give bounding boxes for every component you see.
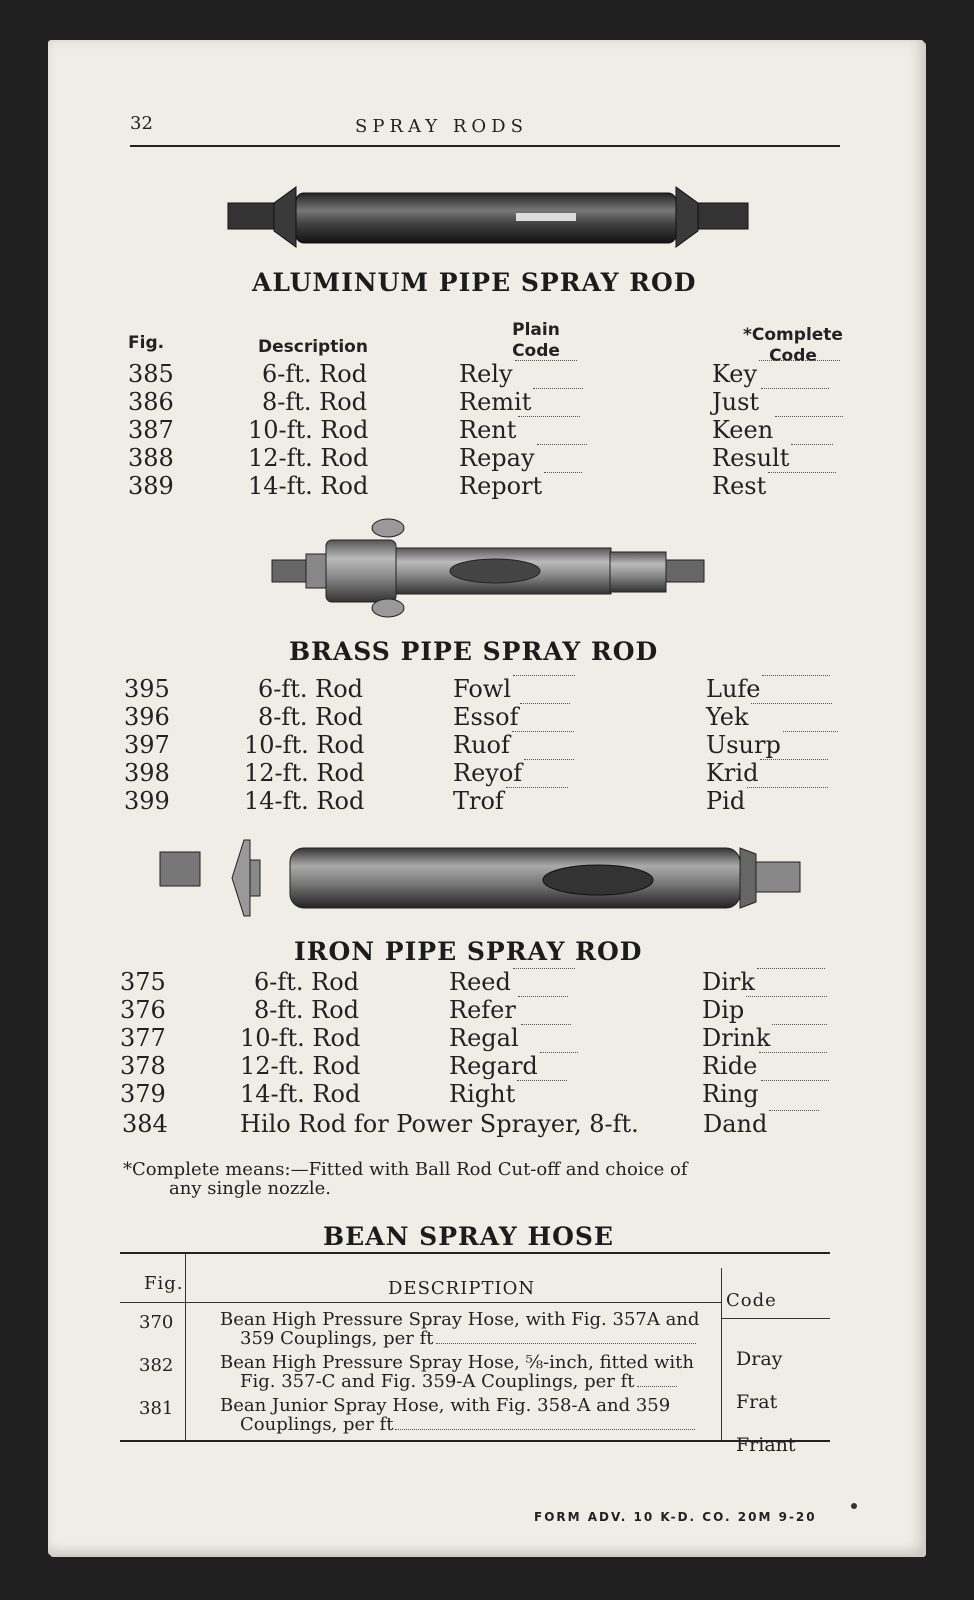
row-fig: 398 bbox=[124, 759, 170, 787]
row-description: 8-ft. Rod bbox=[258, 703, 364, 731]
complete-code-text: Lufe bbox=[706, 675, 761, 703]
hose-row-fig: 381 bbox=[139, 1398, 174, 1419]
brass-section-title: BRASS PIPE SPRAY ROD bbox=[289, 637, 659, 666]
aluminum-row bbox=[0, 388, 974, 416]
brass-rod-illustration bbox=[270, 518, 710, 618]
complete-code-text: Usurp bbox=[706, 731, 781, 759]
plain-code-text: Right bbox=[449, 1080, 516, 1108]
leader-dots bbox=[521, 1024, 571, 1025]
hose-row-code: Friant bbox=[736, 1434, 796, 1456]
iron-row bbox=[0, 968, 974, 996]
row-fig: 376 bbox=[120, 996, 166, 1024]
row-fig: 397 bbox=[124, 731, 170, 759]
complete-code-text: Result bbox=[712, 444, 790, 472]
hose-section-title: BEAN SPRAY HOSE bbox=[323, 1222, 614, 1251]
leader-dots bbox=[761, 388, 829, 389]
hose-row-description bbox=[220, 1353, 720, 1391]
hilo-fig: 384 bbox=[122, 1110, 168, 1138]
hose-row-fig: 370 bbox=[139, 1312, 174, 1333]
leader-dots bbox=[768, 472, 836, 473]
row-description: 10-ft. Rod bbox=[240, 1024, 361, 1052]
leader-dots bbox=[775, 416, 843, 417]
leader-dots bbox=[772, 1024, 827, 1025]
row-complete-code bbox=[702, 1024, 770, 1052]
hose-header-code: Code bbox=[726, 1290, 777, 1311]
leader-dots bbox=[436, 1343, 696, 1344]
plain-code-text: Refer bbox=[449, 996, 516, 1024]
row-plain-code bbox=[449, 1080, 515, 1108]
row-fig: 399 bbox=[124, 787, 170, 815]
aluminum-row bbox=[0, 472, 974, 500]
leader-dots bbox=[544, 472, 582, 473]
iron-row bbox=[0, 1080, 974, 1108]
aluminum-row bbox=[0, 444, 974, 472]
row-plain-code bbox=[453, 759, 522, 787]
row-plain-code bbox=[453, 703, 518, 731]
row-complete-code bbox=[706, 787, 745, 815]
row-complete-code bbox=[706, 731, 781, 759]
plain-code-text: Essof bbox=[453, 703, 519, 731]
leader-dots bbox=[540, 1052, 578, 1053]
leader-dots bbox=[513, 968, 575, 969]
leader-dots bbox=[769, 1110, 819, 1111]
row-complete-code bbox=[702, 996, 744, 1024]
row-description: 12-ft. Rod bbox=[240, 1052, 361, 1080]
leader-dots bbox=[747, 787, 828, 788]
plain-code-text: Ruof bbox=[453, 731, 510, 759]
row-fig: 395 bbox=[124, 675, 170, 703]
row-plain-code bbox=[449, 996, 516, 1024]
complete-code-text: Drink bbox=[702, 1024, 771, 1052]
iron-row bbox=[0, 996, 974, 1024]
plain-code-text: Reyof bbox=[453, 759, 523, 787]
row-plain-code bbox=[449, 1024, 519, 1052]
leader-dots bbox=[746, 996, 827, 997]
footnote bbox=[123, 1160, 863, 1198]
row-fig: 387 bbox=[128, 416, 174, 444]
plain-code-text: Remit bbox=[459, 388, 532, 416]
complete-code-text: Just bbox=[712, 388, 760, 416]
complete-code-text: Rest bbox=[712, 472, 767, 500]
col-header-plain-code bbox=[506, 320, 566, 362]
leader-dots bbox=[533, 388, 583, 389]
complete-code-header-text: *Complete Code bbox=[743, 325, 843, 366]
leader-dots bbox=[759, 1052, 827, 1053]
iron-rod-illustration bbox=[158, 838, 808, 938]
hose-desc-line2 bbox=[220, 1415, 720, 1434]
hose-desc-line2 bbox=[220, 1329, 720, 1348]
leader-dots bbox=[537, 444, 587, 445]
plain-code-text: Fowl bbox=[453, 675, 512, 703]
aluminum-row bbox=[0, 360, 974, 388]
brass-row bbox=[0, 703, 974, 731]
row-description: 10-ft. Rod bbox=[244, 731, 365, 759]
row-plain-code bbox=[459, 472, 542, 500]
hose-desc-line2-text: 359 Couplings, per ft bbox=[240, 1328, 434, 1349]
leader-dots bbox=[760, 759, 828, 760]
running-title: SPRAY RODS bbox=[355, 116, 528, 137]
row-complete-code bbox=[712, 444, 789, 472]
aluminum-section-title: ALUMINUM PIPE SPRAY ROD bbox=[252, 268, 697, 297]
row-plain-code bbox=[449, 968, 511, 996]
leader-dots bbox=[637, 1386, 677, 1387]
plain-code-text: Rely bbox=[459, 360, 513, 388]
leader-dots bbox=[518, 996, 568, 997]
leader-dots bbox=[783, 731, 838, 732]
hose-table-divider bbox=[721, 1268, 722, 1440]
row-plain-code bbox=[459, 444, 535, 472]
iron-section-title: IRON PIPE SPRAY ROD bbox=[294, 937, 643, 966]
row-description: 14-ft. Rod bbox=[248, 472, 369, 500]
hose-table-rule bbox=[721, 1318, 830, 1319]
leader-dots bbox=[751, 703, 832, 704]
row-plain-code bbox=[453, 787, 504, 815]
row-description: 6-ft. Rod bbox=[258, 675, 364, 703]
leader-dots bbox=[513, 675, 575, 676]
col-header-fig: Fig. bbox=[128, 333, 165, 353]
row-plain-code bbox=[459, 360, 513, 388]
complete-code-text: Key bbox=[712, 360, 758, 388]
leader-dots bbox=[757, 968, 825, 969]
running-header bbox=[130, 113, 840, 147]
hilo-complete bbox=[703, 1110, 767, 1138]
row-complete-code bbox=[712, 388, 759, 416]
page-speck bbox=[851, 1503, 857, 1509]
brass-row bbox=[0, 731, 974, 759]
hose-table-rule bbox=[120, 1302, 721, 1303]
plain-code-text: Reed bbox=[449, 968, 511, 996]
complete-code-text: Keen bbox=[712, 416, 774, 444]
row-plain-code bbox=[453, 675, 511, 703]
hose-row-fig: 382 bbox=[139, 1355, 174, 1376]
row-fig: 375 bbox=[120, 968, 166, 996]
complete-code-text: Yek bbox=[706, 703, 749, 731]
row-description: 8-ft. Rod bbox=[262, 388, 368, 416]
row-fig: 388 bbox=[128, 444, 174, 472]
footnote-line1: *Complete means:—Fitted with Ball Rod Cut-off and choice of bbox=[123, 1159, 688, 1180]
row-fig: 378 bbox=[120, 1052, 166, 1080]
row-description: 14-ft. Rod bbox=[240, 1080, 361, 1108]
hose-desc-line1: Bean Junior Spray Hose, with Fig. 358-A and 359 bbox=[220, 1395, 671, 1416]
complete-code-text: Pid bbox=[706, 787, 746, 815]
row-plain-code bbox=[459, 416, 516, 444]
hilo-desc: Hilo Rod for Power Sprayer, 8-ft. bbox=[240, 1110, 639, 1138]
leader-dots bbox=[761, 1080, 829, 1081]
hose-desc-line1: Bean High Pressure Spray Hose, ⅝-inch, fitted with bbox=[220, 1352, 694, 1373]
hose-row-description bbox=[220, 1310, 720, 1348]
plain-code-text: Rent bbox=[459, 416, 517, 444]
hose-desc-line2-text: Fig. 357-C and Fig. 359-A Couplings, per ft bbox=[240, 1371, 635, 1392]
row-complete-code bbox=[702, 1052, 757, 1080]
aluminum-row bbox=[0, 416, 974, 444]
row-fig: 396 bbox=[124, 703, 170, 731]
hose-row-description bbox=[220, 1396, 720, 1434]
row-description: 14-ft. Rod bbox=[244, 787, 365, 815]
row-complete-code bbox=[706, 703, 749, 731]
brass-row bbox=[0, 759, 974, 787]
row-complete-code bbox=[712, 360, 757, 388]
hose-row-code: Frat bbox=[736, 1391, 778, 1413]
complete-code-text: Ride bbox=[702, 1052, 758, 1080]
leader-dots bbox=[395, 1429, 695, 1430]
plain-code-text: Trof bbox=[453, 787, 504, 815]
brass-row bbox=[0, 787, 974, 815]
complete-code-text: Krid bbox=[706, 759, 759, 787]
hose-table-divider bbox=[185, 1254, 186, 1440]
footnote-line2: any single nozzle. bbox=[169, 1178, 331, 1199]
leader-dots bbox=[520, 703, 570, 704]
row-fig: 389 bbox=[128, 472, 174, 500]
iron-row bbox=[0, 1024, 974, 1052]
hose-row-code: Dray bbox=[736, 1348, 783, 1370]
row-fig: 379 bbox=[120, 1080, 166, 1108]
plain-code-text: Repay bbox=[459, 444, 535, 472]
row-complete-code bbox=[712, 416, 773, 444]
row-description: 6-ft. Rod bbox=[262, 360, 368, 388]
complete-code-text: Ring bbox=[702, 1080, 759, 1108]
leader-dots bbox=[517, 1080, 567, 1081]
hose-header-fig: Fig. bbox=[144, 1273, 184, 1294]
row-plain-code bbox=[459, 388, 531, 416]
row-fig: 386 bbox=[128, 388, 174, 416]
leader-dots bbox=[512, 731, 574, 732]
row-complete-code bbox=[702, 1080, 759, 1108]
plain-code-text: Regal bbox=[449, 1024, 519, 1052]
hose-table bbox=[120, 1252, 830, 1456]
hilo-row bbox=[0, 1110, 974, 1138]
leader-dots bbox=[506, 787, 568, 788]
row-fig: 385 bbox=[128, 360, 174, 388]
row-complete-code bbox=[706, 759, 758, 787]
complete-code-text: Dip bbox=[702, 996, 745, 1024]
leader-dots bbox=[524, 759, 574, 760]
row-description: 12-ft. Rod bbox=[248, 444, 369, 472]
row-description: 10-ft. Rod bbox=[248, 416, 369, 444]
row-plain-code bbox=[449, 1052, 538, 1080]
iron-row bbox=[0, 1052, 974, 1080]
row-complete-code bbox=[712, 472, 766, 500]
row-description: 6-ft. Rod bbox=[254, 968, 360, 996]
hose-header-description: DESCRIPTION bbox=[388, 1278, 536, 1299]
row-complete-code bbox=[702, 968, 755, 996]
hose-desc-line2-text: Couplings, per ft bbox=[240, 1414, 394, 1435]
complete-code-text: Dirk bbox=[702, 968, 755, 996]
leader-dots bbox=[759, 360, 840, 361]
leader-dots bbox=[515, 360, 577, 361]
hose-desc-line1: Bean High Pressure Spray Hose, with Fig. 357A and bbox=[220, 1309, 700, 1330]
col-header-description: Description bbox=[258, 337, 368, 357]
row-complete-code bbox=[706, 675, 760, 703]
leader-dots bbox=[762, 675, 830, 676]
row-description: 8-ft. Rod bbox=[254, 996, 360, 1024]
leader-dots bbox=[518, 416, 580, 417]
page-number: 32 bbox=[130, 113, 153, 134]
hose-desc-line2 bbox=[220, 1372, 720, 1391]
plain-code-text: Report bbox=[459, 472, 543, 500]
brass-row bbox=[0, 675, 974, 703]
leader-dots bbox=[791, 444, 833, 445]
hilo-complete-text: Dand bbox=[703, 1110, 768, 1138]
row-fig: 377 bbox=[120, 1024, 166, 1052]
row-plain-code bbox=[453, 731, 510, 759]
form-footer: FORM ADV. 10 K-D. CO. 20M 9-20 bbox=[534, 1510, 817, 1524]
aluminum-rod-illustration bbox=[226, 183, 754, 253]
row-description: 12-ft. Rod bbox=[244, 759, 365, 787]
plain-code-text: Regard bbox=[449, 1052, 538, 1080]
plain-code-header-text: Plain Code bbox=[512, 320, 560, 361]
